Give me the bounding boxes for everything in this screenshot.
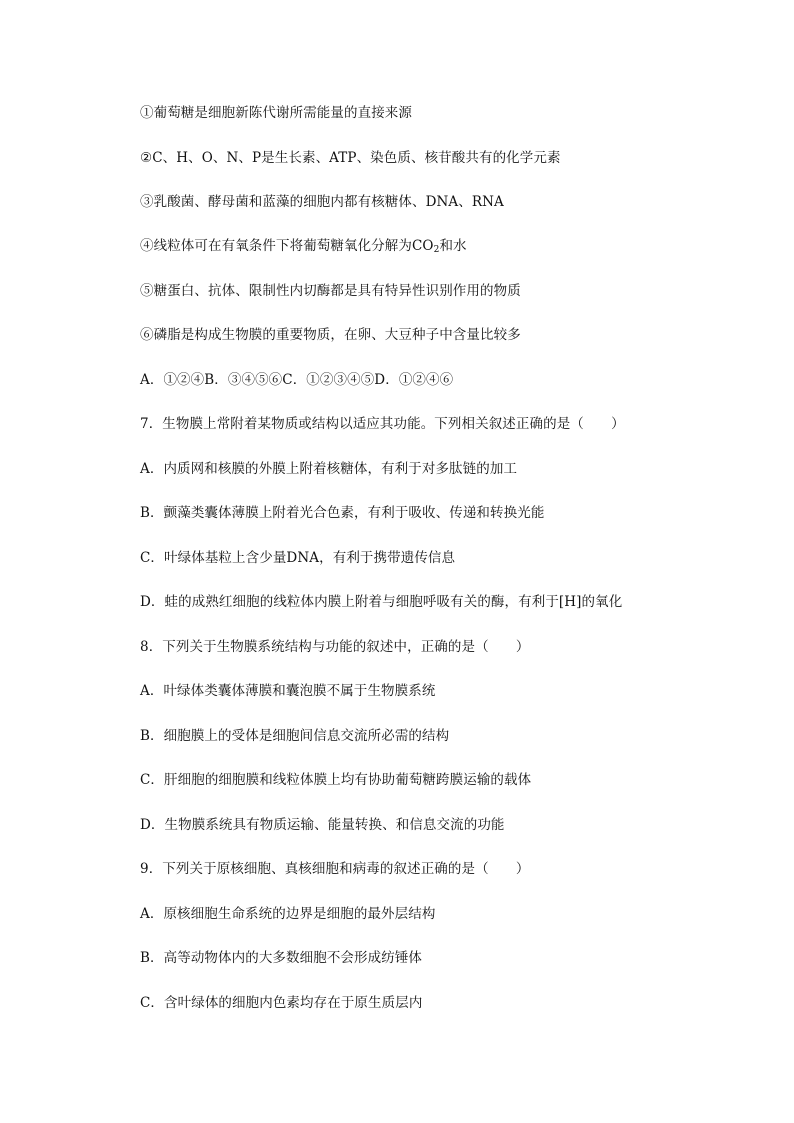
question-7-stem: 7．生物膜上常附着某物质或结构以适应其功能。下列相关叙述正确的是（ ） bbox=[140, 416, 625, 432]
statement-2: ②C、H、O、N、P是生长素、ATP、染色质、核苷酸共有的化学元素 bbox=[140, 150, 561, 166]
question-7-option-c: C．叶绿体基粒上含少量DNA，有利于携带遗传信息 bbox=[140, 550, 456, 566]
question-8-option-a: A．叶绿体类囊体薄膜和囊泡膜不属于生物膜系统 bbox=[140, 683, 436, 699]
question-8-stem: 8．下列关于生物膜系统结构与功能的叙述中，正确的是（ ） bbox=[140, 639, 530, 655]
question-6-options: A．①②④B．③④⑤⑥C．①②③④⑤D．①②④⑥ bbox=[140, 372, 454, 388]
question-8-option-b: B．细胞膜上的受体是细胞间信息交流所必需的结构 bbox=[140, 728, 450, 744]
statement-3: ③乳酸菌、酵母菌和蓝藻的细胞内都有核糖体、DNA、RNA bbox=[140, 194, 504, 210]
question-7-option-b: B．颤藻类囊体薄膜上附着光合色素，有利于吸收、传递和转换光能 bbox=[140, 505, 545, 521]
statement-4-suffix: 和水 bbox=[439, 238, 467, 254]
question-8-option-d: D．生物膜系统具有物质运输、能量转换、和信息交流的功能 bbox=[140, 817, 505, 833]
statement-1: ①葡萄糖是细胞新陈代谢所需能量的直接来源 bbox=[140, 105, 412, 121]
question-9-option-c: C．含叶绿体的细胞内色素均存在于原生质层内 bbox=[140, 995, 423, 1011]
statement-5: ⑤糖蛋白、抗体、限制性内切酶都是具有特异性识别作用的物质 bbox=[140, 283, 521, 299]
statement-4-text: ④线粒体可在有氧条件下将葡萄糖氧化分解为CO bbox=[140, 238, 434, 254]
question-7-option-a: A．内质网和核膜的外膜上附着核糖体，有利于对多肽链的加工 bbox=[140, 461, 518, 477]
question-9-option-b: B．高等动物体内的大多数细胞不会形成纺锤体 bbox=[140, 950, 423, 966]
question-9-option-a: A．原核细胞生命系统的边界是细胞的最外层结构 bbox=[140, 906, 436, 922]
statement-4 bbox=[140, 236, 760, 256]
statement-6: ⑥磷脂是构成生物膜的重要物质，在卵、大豆种子中含量比较多 bbox=[140, 327, 521, 343]
question-7-option-d: D．蛙的成熟红细胞的线粒体内膜上附着与细胞呼吸有关的酶，有利于[H]的氧化 bbox=[140, 594, 623, 610]
question-8-option-c: C．肝细胞的细胞膜和线粒体膜上均有协助葡萄糖跨膜运输的载体 bbox=[140, 772, 532, 788]
question-9-stem: 9．下列关于原核细胞、真核细胞和病毒的叙述正确的是（ ） bbox=[140, 861, 530, 877]
co2-subscript: 2 bbox=[433, 245, 440, 255]
